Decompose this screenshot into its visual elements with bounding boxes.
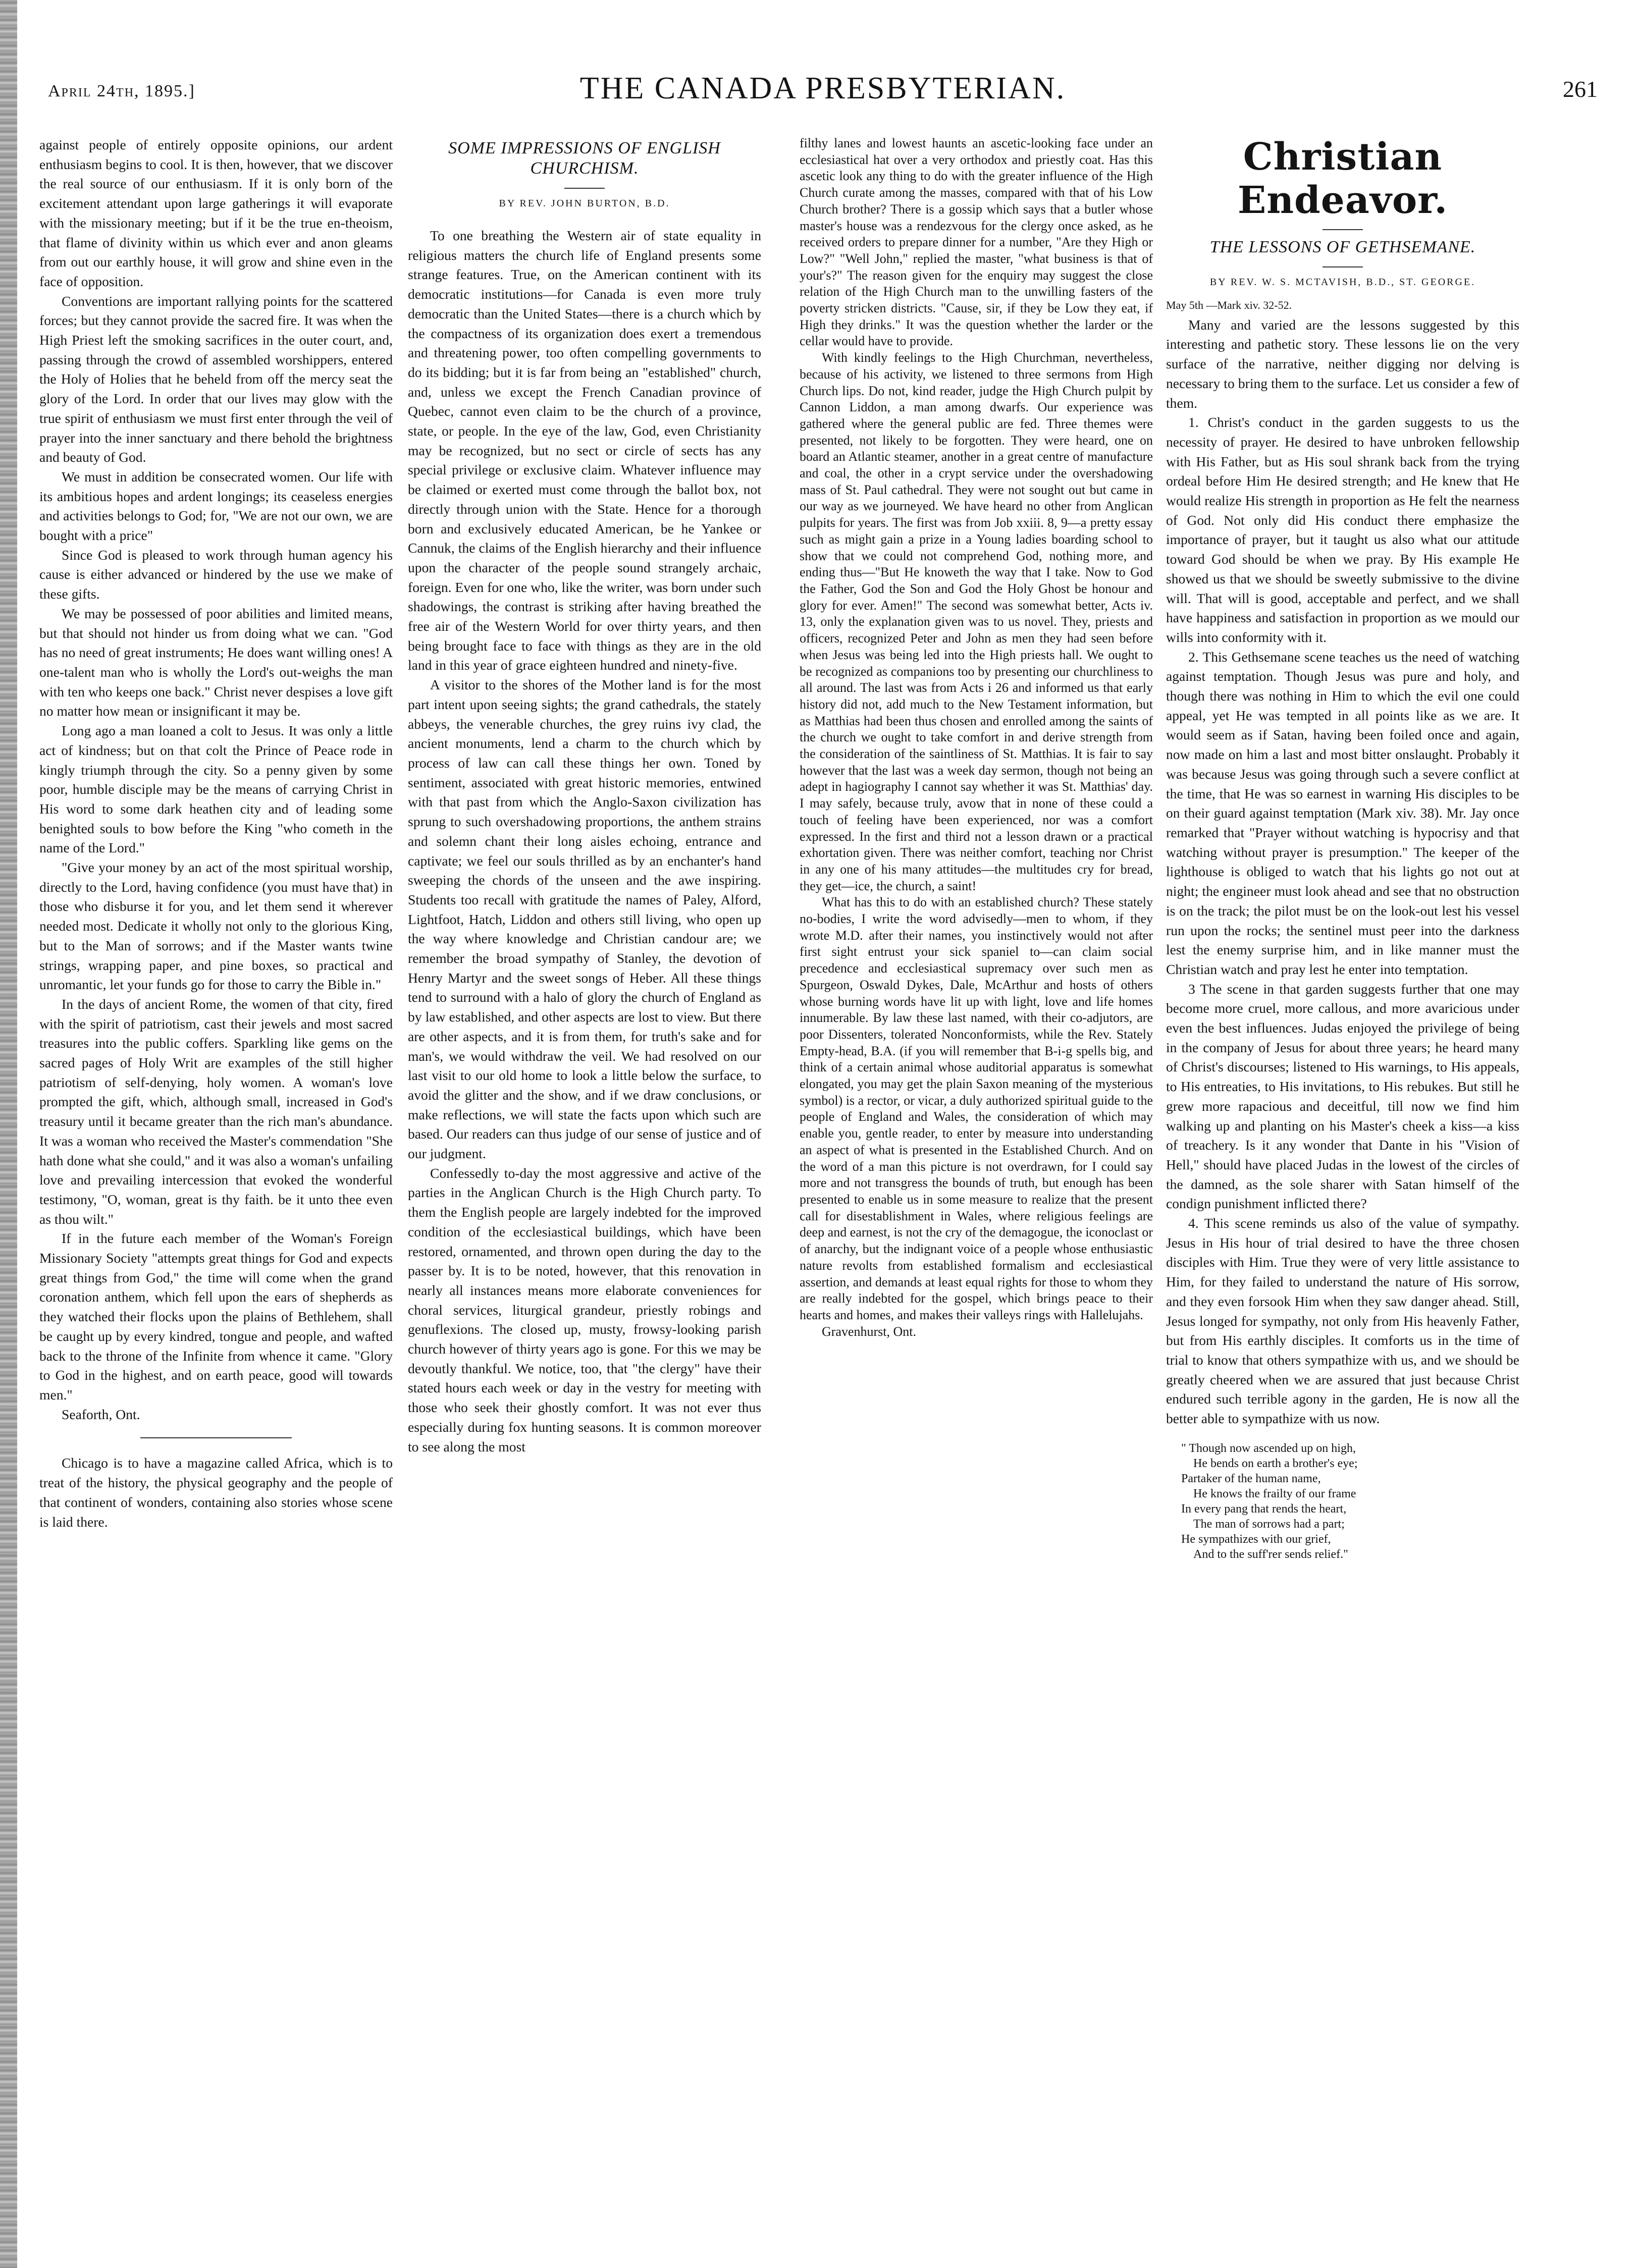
col2-paragraph: Confessedly to-day the most aggressive and active of the parties in the Anglican Church is the High Church party. To them the English people are largely indebted for the improved condition of the ecclesiastical buildings, which have been restored, ornamented, and thrown open during the day to the passer by. It is to be noted, however, that this renovation in nearly all instances means more elaborate conveniences for choral services, liturgical grandeur, priestly robings and genuflexions. The closed up, musty, frowsy-looking parish church however of thirty years ago is gone. For this we may be devoutly thankful. We notice, too, that "the clergy" have their stated hours each week or day in the vestry for meeting with those who seek their ghostly comfort. It was not ever thus especially during fox hunting seasons. It is common moreover to see along the most [408, 1165, 761, 1454]
col3-paragraph: filthy lanes and lowest haunts an ascetic-looking face under an ecclesiastical hat over a very orthodox and priestly coat. Has this ascetic look any thing to do with the greater influence of the High Church curate among the masses, compared with that of his Low Church brother? There is a gossip which says that a butler whose master's house was a rendezvous for the clergy once asked, as he received orders to prepare dinner for a number, "Are they High or Low?" "Well John," replied the master, "what business is that of your's?" The reason given for the enquiry may suggest the close relation of the High Church man to the unwilling fasters of the poverty stricken districts. "Cause, sir, if they be Low they eat, if High they drinks." It was the question whether the larder or the cellar would have to provide. [800, 136, 1153, 349]
africa-magazine-notice: Chicago is to have a magazine called Africa, which is to treat of the history, the physical geography and the people of that continent of wonders, containing also stories whose scene is laid there. [39, 1455, 393, 1530]
header-date: April 24th, 1895.] [48, 82, 195, 100]
col1-paragraph: Conventions are important rallying points for the scattered forces; but they cannot provide the sacred fire. It was when the High Priest left the smoking sacrifices in the outer court, and, passing through the crowd of assembled worshippers, entered the Holy of Holies that he beheld from off the mercy seat the glory of the Lord. In order that our lives may glow with the true spirit of enthusiasm we must first enter through the veil of prayer into the inner sanctuary and there behold the brightness and beauty of God. [39, 293, 393, 465]
col1-paragraph: We may be possessed of poor abilities and limited means, but that should not hinder us from doing what we can. "God has no need of great instruments; He does want willing ones! A one-talent man who is wholly the Lord's out-weighs the man with ten who keeps one back." Christ never despises a love gift no matter how mean or insignificant it may be. [39, 605, 393, 719]
verse-line: " Though now ascended up on high, [1181, 1441, 1356, 1455]
col4-paragraph: 3 The scene in that garden suggests further that one may become more cruel, more callous, and more avaricious under even the best influences. Judas enjoyed the privilege of being in the company of Jesus for about three years; he heard many of Christ's discourses; listened to His warnings, to His appeals, to His entreaties, to His invitations, to His rebukes. But still he grew more rapacious and deceitful, till now we find him walking up and planting on his Master's cheek a kiss—a kiss of treachery. Is it any wonder that Dante in his "Vision of Hell," should have placed Judas in the lowest of the circles of the damned, as the sole sharer with Satan himself of the condign punishment inflicted there? [1166, 981, 1519, 1212]
section-divider [140, 1437, 292, 1438]
heading-rule [1323, 229, 1363, 230]
col3-paragraph: What has this to do with an established church? These stately no-bodies, I write the word advisedly—men to whom, if they wrote M.D. after their names, you instinctively would not after first sight entrust your sick spaniel to—can claim social precedence and ecclesiastical supremacy over such men as Spurgeon, Oswald Dykes, Dale, McArthur and hosts of others whose burning words have lit up with light, love and life homes innumerable. By law these last named, with their co-adjutors, are poor Dissenters, tolerated Nonconformists, while the Rev. Stately Empty-head, B.A. (if you will remember that B-i-g spells big, and think of a certain animal whose auditorial apparatus is somewhat elongated, you may get the plain Saxon meaning of the mysterious symbol) is a rector, or vicar, a duly authorized spiritual guide to the people of England and Wales, the consideration of which may enable you, gentle reader, to enter by measure into understanding an aspect of what is presented in the Established Church. And on the word of a man this picture is not overdrawn, for I could say more and not transgress the bounds of truth, but enough has been presented to enable us in some measure to realize that the present call for disestablishment in Wales, where religious feelings are deep and earnest, is not the cry of the demagogue, the iconoclast or of anarchy, but the indignant voice of a people whose enthusiastic nature revolts from established formalism and ecclesiastical assertion, and demands at least equal rights for those to whom they are really indebted for the gospel, which brings peace to their hearts and homes, and makes their valleys rings with Hallelujahs. [800, 895, 1153, 1322]
col4-paragraph: 2. This Gethsemane scene teaches us the need of watching against temptation. Though Jesus was pure and holy, and though there was nothing in Him to which the evil one could appeal, yet He was tempted in all points like as we are. It would seem as if Satan, having been foiled once and again, now made on him a last and most bitter onslaught. Probably it was because Jesus was going through such a severe conflict at the time, that He was so earnest in warning His disciples to be on their guard against temptation (Mark xiv. 38). Mr. Jay once remarked that "Prayer without watching is hypocrisy and that watching without prayer is presumption." The keeper of the lighthouse is obliged to watch that his lights go not out at night; the engineer must look ahead and see that no obstruction is on the track; the pilot must be on the look-out lest his vessel run upon the rocks; the sentinel must peer into the darkness lest the enemy surprise him, and in like manner must the Christian watch and pray lest he enter into temptation. [1166, 649, 1519, 977]
verse-line: Partaker of the human name, [1181, 1472, 1321, 1485]
closing-hymn-verse [1166, 1441, 1519, 1562]
col1-paragraph: Long ago a man loaned a colt to Jesus. It was only a little act of kindness; but on that colt the Prince of Peace rode in kingly triumph through the city. So a penny given by some poor, humble disciple may be the means of carrying Christ in His word to some dark heathen city and of leading some benighted souls to bow before the King "who cometh in the name of the Lord." [39, 723, 393, 856]
col1-paragraph: In the days of ancient Rome, the women of that city, fired with the spirit of patriotism, cast their jewels and most sacred treasures into the public coffers. Sparkling like gems on the sacred pages of Holy Writ are examples of the still higher patriotism of self-denying, holy women. A woman's love prompted the gift, which, although small, increased in God's treasury until it became greater than the rich man's abundance. It was a woman who received the Master's commendation "She hath done what she could," and it was also a woman's unfailing love and prevailing intercession that evoked the wonderful testimony, "O, woman, great is thy faith. be it unto thee even as thou wilt." [39, 996, 393, 1227]
col1-paragraph: Since God is pleased to work through human agency his cause is either advanced or hindered by the use we make of these gifts. [39, 547, 393, 602]
page-number: 261 [1563, 76, 1598, 102]
article-byline: BY REV. JOHN BURTON, B.D. [499, 198, 670, 209]
col1-paragraph: against people of entirely opposite opinions, our ardent enthusiasm begins to cool. It is then, however, that we discover the real source of our enthusiasm. If it is only born of the excitement attendant upon large gatherings it will evaporate with the missionary meeting; but if it be the true en-theoism, that flame of divinity within us which ever and anon gleams from out our earthly house, it will grow and shine even in the face of opposition. [39, 137, 393, 289]
article-title-gethsemane: THE LESSONS OF GETHSEMANE. [1209, 238, 1476, 256]
col2-paragraph: A visitor to the shores of the Mother land is for the most part intent upon seeing sights; the grand cathedrals, the stately abbeys, the venerable churches, the grey ruins ivy clad, the ancient monuments, lend a charm to the church which by process of law can call these things her own. Toned by sentiment, associated with great historic memories, entwined with that past from which the Anglo-Saxon civilization has sprung to such overshadowing proportions, the anthem strains and solemn chant their long aisles echoing, entrance and captivate; we feel our souls thrilled as by an enchanter's hand sweeping the chords of the unseen and the awe inspiring. Students too recall with gratitude the names of Paley, Alford, Lightfoot, Hatch, Liddon and others still living, who open up the way where knowledge and Christian candour are; we remember the broad sympathy of Stanley, the devotion of Henry Martyr and the sweet songs of Heber. All these things tend to surround with a halo of glory the church of England as by law established, and other aspects are lost to view. But there are other aspects, and it is from them, for truth's sake and for man's, we would withdraw the veil. We had resolved on our last visit to our old home to look a little below the surface, to avoid the glitter and the show, and if we draw conclusions, or make reflections, we will state the facts upon which such are based. Our readers can thus judge of our sense of justice and of our judgment. [408, 677, 761, 1162]
column-4 [1166, 135, 1519, 1562]
verse-line: The man of sorrows had a part; [1193, 1517, 1345, 1531]
verse-line: He knows the frailty of our frame [1193, 1487, 1356, 1500]
masthead-title: THE CANADA PRESBYTERIAN. [579, 71, 1066, 105]
title-rule [1323, 266, 1363, 267]
article-title-english-churchism: SOME IMPRESSIONS OF ENGLISH CHURCHISM. [448, 139, 721, 178]
article-byline: BY REV. W. S. MCTAVISH, B.D., ST. GEORGE. [1209, 277, 1476, 288]
col4-paragraph: 1. Christ's conduct in the garden suggests to us the necessity of prayer. He desired to have unbroken fellowship with His Father, but as His soul shrank back from the trying ordeal before Him He desired strength; and He knew that He would realize His strength in proportion as He felt the nearness of God. Not only did His conduct there emphasize the importance of prayer, but it taught us also what our attitude toward God should be when we pray. By His example He showed us that we should be sweetly submissive to the divine will. That will is good, acceptable and perfect, and we shall have happiness and satisfaction in proportion as we mould our wills into conformity with it. [1166, 414, 1519, 645]
verse-line: In every pang that rends the heart, [1181, 1502, 1347, 1516]
column-3 [800, 135, 1153, 1340]
column-1 [39, 135, 393, 1532]
col1-paragraph: If in the future each member of the Woman's Foreign Missionary Society "attempts great things for God and expects great things from God," the time will come when the grand coronation anthem, which fell upon the ears of shepherds as they watched their flocks upon the plains of Bethlehem, shall be caught up by every kindred, tongue and people, and wafted back to the throne of the Infinite from whence it came. "Glory to God in the highest, and on earth peace, good will towards men." [39, 1230, 393, 1402]
verse-line: He bends on earth a brother's eye; [1193, 1456, 1358, 1470]
col1-paragraph: We must in addition be consecrated women. Our life with its ambitious hopes and ardent longings; its ceaseless energies and activities belongs to God; for, "We are not our own, we are bought with a price" [39, 468, 393, 544]
col3-signoff: Gravenhurst, Ont. [822, 1324, 917, 1339]
col4-paragraph: 4. This scene reminds us also of the value of sympathy. Jesus in His hour of trial desired to have the three chosen disciples with Him. True they were of very little assistance to Him, for they failed to understand the nature of His sorrow, and they even forsook Him when they saw danger ahead. Still, Jesus longed for sympathy, not only from His heavenly Father, but from His earthly disciples. It comforts us in the time of trial to know that others sympathize with us, and we should be greatly cheered when we are assured that just because Christ endured such terrible agony in the garden, He is now all the better able to sympathize with us now. [1166, 1215, 1519, 1427]
page-header [48, 71, 1598, 116]
col1-paragraph: "Give your money by an act of the most spiritual worship, directly to the Lord, having confidence (you must have that) in those who disburse it for you, and let them send it wherever needed most. Dedicate it wholly not only to the glorious King, but to the Man of sorrows; and if the Master wants twine strings, wrapping paper, and pine boxes, so practical and unromantic, let your funds go for those to carry the Bible in." [39, 859, 393, 993]
title-rule [564, 188, 605, 189]
page-binding-edge [0, 0, 17, 2268]
christian-endeavor-heading: Christian Endeavor. [1237, 135, 1448, 222]
verse-line: And to the suff'rer sends relief." [1193, 1547, 1348, 1561]
col2-paragraph: To one breathing the Western air of state equality in religious matters the church life of England presents some strange features. True, on the American continent with its democratic institutions—for Canada is even more truly democratic than the United States—there is a church which by the compactness of its organization does exert a tremendous and threatening power, too often compelling governments to do its bidding; but it is far from being an "established" church, and, unless we except the French Canadian province of Quebec, cannot even claim to be the church of a province, state, or people. In the eye of the law, God, even Christianity may be recognized, but no sect or circle of sects has any special privilege or exclusive claim. Whatever influence may be claimed or exerted must come through the ballot box, not directly through union with the State. Hence for a thorough born and exclusively educated American, be he Yankee or Cannuk, the claims of the English hierarchy and their influence upon the character of the people sound strangely archaic, foreign. Even for one who, like the writer, was born under such shadowings, the contrast is striking after having breathed the free air of the Western World for over thirty years, and then being brought face to face with things as they are in the old land in this year of grace eighteen hundred and ninety-five. [408, 228, 761, 673]
col1-signoff: Seaforth, Ont. [62, 1406, 140, 1422]
col4-paragraph: Many and varied are the lessons suggested by this interesting and pathetic story. These lessons lie on the very surface of the narrative, neither digging nor delving is necessary to bring them to the surface. Let us consider a few of them. [1166, 316, 1519, 411]
col3-paragraph: With kindly feelings to the High Churchman, nevertheless, because of his activity, we listened to three sermons from High Church lips. Do not, kind reader, judge the High Church pulpit by Cannon Liddon, a man among dwarfs. Our experience was gathered where the general public are fed. Three themes were presented, not likely to be forgotten. They were heard, one on board an Atlantic steamer, another in a great centre of manufacture and coal, the other in a crypt service under the overshadowing mass of St. Paul cathedral. They were not sought out but came in our way as we journeyed. We have heard no other from Anglican pulpits for years. The first was from Job xxiii. 8, 9—a pretty essay such as might gain a prize in a Young ladies boarding school to show that we could not comprehend God, nothing more, and ending thus—"But He knoweth the way that I take. Now to God the Father, God the Son and God the Holy Ghost be honour and glory for ever. Amen!" The second was somewhat better, Acts iv. 13, only the explanation given was to us novel. They, priests and officers, recognized Peter and John as men they had seen before when Jesus was being led into the High priests hall. We ought to be recognized as companions too by presenting our churchliness to all around. The last was from Acts i 26 and informed us that early history did not, add much to the New Testament information, but as Matthias had been thus chosen and enrolled among the saints of the church we ought to take comfort in and derive strength from the consideration of the saintliness of St. Matthias. It is fair to say however that the last was a week day sermon, though not being an adept in hagiography I cannot say whether it was St. Matthias' day. I may safely, because truly, avow that in none of these could a touch of feeling have been experienced, nor was a comfort expressed. In the first and third not a lesson drawn or a practical exhortation given. There was neither comfort, teaching nor Christ in any one of his many attitudes—the multitudes cry for bread, they get—ice, the church, a saint! [800, 350, 1153, 893]
column-2 [408, 135, 761, 1456]
scripture-reference: May 5th —Mark xiv. 32-52. [1166, 299, 1292, 311]
verse-line: He sympathizes with our grief, [1181, 1532, 1331, 1546]
